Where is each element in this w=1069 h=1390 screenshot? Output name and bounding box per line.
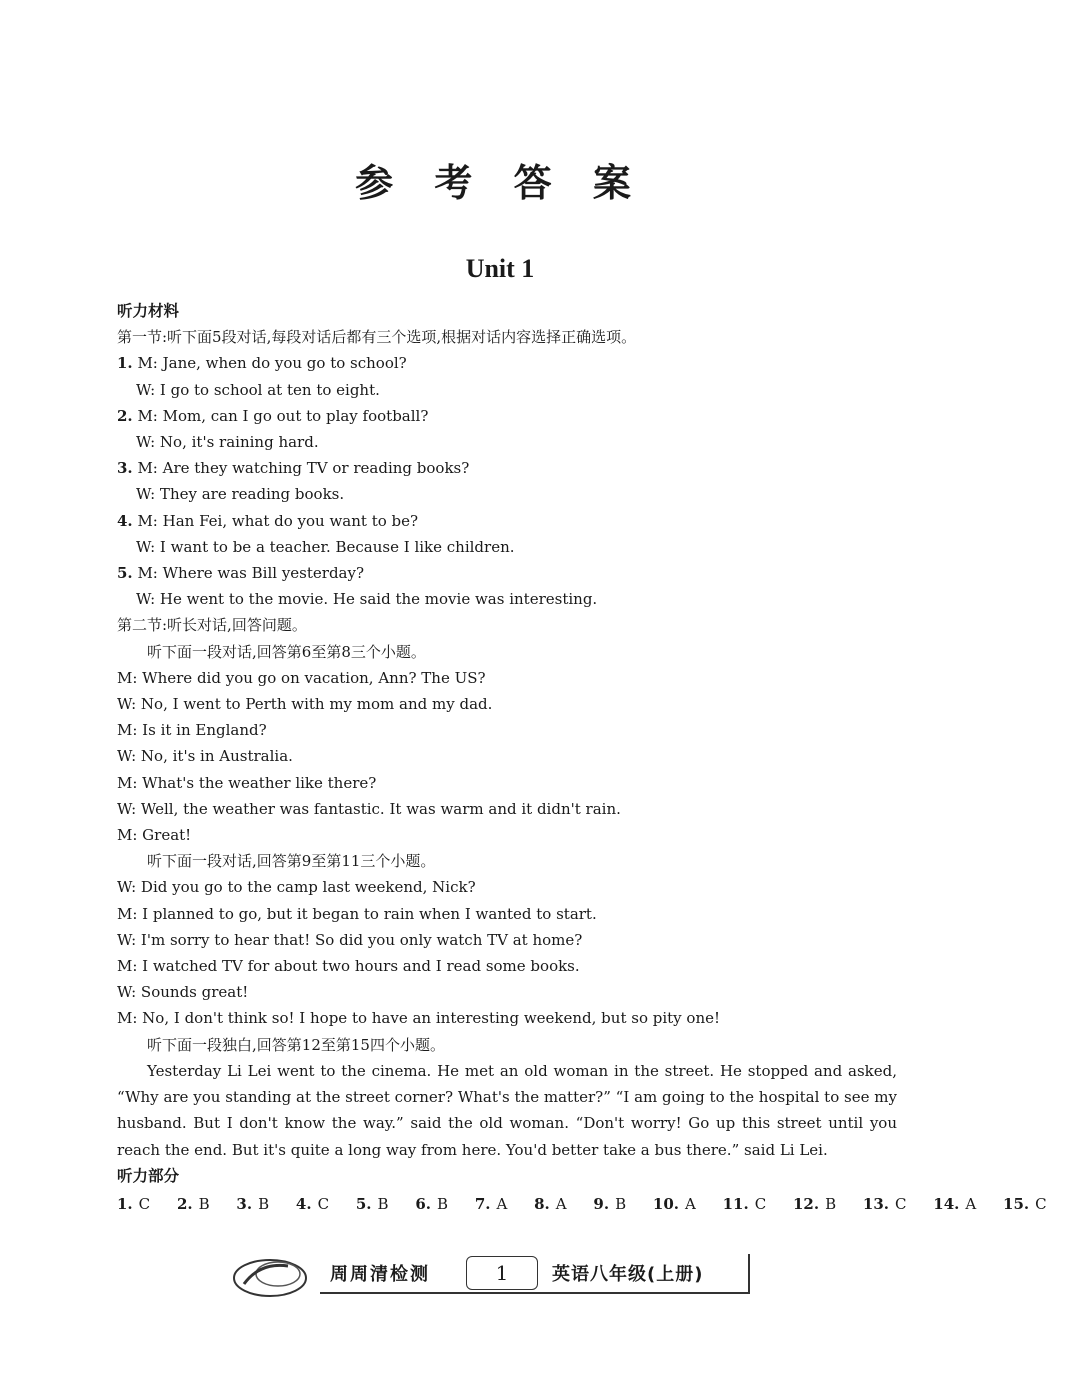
long-dialog-line: W: I'm sorry to hear that! So did you only watch TV at home? bbox=[117, 930, 583, 949]
long-dialog-1-intro: 听下面一段对话,回答第6至第8三个小题。 bbox=[147, 642, 426, 661]
short-dialog bbox=[117, 403, 897, 455]
dialog-number: 4. bbox=[117, 511, 133, 530]
answer-content bbox=[117, 298, 1047, 1217]
long-dialog-line: W: No, I went to Perth with my mom and my dad. bbox=[117, 695, 493, 714]
answer-item: 4. C bbox=[295, 1194, 330, 1213]
answer-item: 15. C bbox=[1003, 1194, 1047, 1213]
long-dialog-line: M: I watched TV for about two hours and I read some books. bbox=[117, 957, 580, 976]
brand-logo-icon bbox=[230, 1254, 310, 1300]
footer-brand: 周周清检测 bbox=[330, 1264, 430, 1285]
short-dialog bbox=[117, 508, 897, 560]
long-dialog-2-intro: 听下面一段对话,回答第9至第11三个小题。 bbox=[147, 852, 436, 871]
short-dialog bbox=[117, 350, 897, 402]
dialog-line-w: W: I want to be a teacher. Because I like children. bbox=[136, 537, 515, 556]
monologue-intro: 听下面一段独白,回答第12至第15四个小题。 bbox=[147, 1035, 445, 1054]
dialog-line-w: W: He went to the movie. He said the movie was interesting. bbox=[136, 590, 598, 609]
long-dialog-line: M: Where did you go on vacation, Ann? The US? bbox=[117, 668, 486, 687]
long-dialog-line: M: I planned to go, but it began to rain when I wanted to start. bbox=[117, 904, 597, 923]
answer-item: 8. A bbox=[534, 1194, 567, 1213]
answer-item: 1. C bbox=[117, 1194, 151, 1213]
dialog-line-m: M: Mom, can I go out to play football? bbox=[137, 406, 429, 425]
dialog-line-m: M: Where was Bill yesterday? bbox=[137, 564, 365, 583]
dialog-line-w: W: No, it's raining hard. bbox=[136, 433, 319, 452]
footer-rule bbox=[320, 1292, 750, 1294]
monologue-text: Yesterday Li Lei went to the cinema. He met an old woman in the street. He stopped and asked, “Why are you standing at the street corner? What's the matter?” “I am going to the hospital to see my husband. But I don't know the way.” said the old woman. “Don't worry! Go up this street until you reach the end. But it's quite a long way from here. You'd better take a bus there.” said Li Lei. bbox=[117, 1061, 897, 1159]
page-number: 1 bbox=[466, 1256, 538, 1290]
answer-item: 11. C bbox=[722, 1194, 767, 1213]
answer-item: 5. B bbox=[355, 1194, 389, 1213]
answer-item: 9. B bbox=[593, 1194, 627, 1213]
dialog-line-m: M: Han Fei, what do you want to be? bbox=[137, 511, 419, 530]
unit-title: Unit 1 bbox=[465, 254, 535, 283]
dialog-number: 1. bbox=[117, 354, 133, 373]
dialog-line-m: M: Jane, when do you go to school? bbox=[137, 354, 407, 373]
section2-intro: 第二节:听长对话,回答问题。 bbox=[117, 616, 307, 635]
long-dialog-line: M: Is it in England? bbox=[117, 721, 267, 740]
answer-item: 2. B bbox=[176, 1194, 210, 1213]
long-dialog-line: M: Great! bbox=[117, 826, 192, 845]
answer-item: 6. B bbox=[415, 1194, 449, 1213]
dialog-line-w: W: They are reading books. bbox=[136, 485, 345, 504]
long-dialog-line: W: No, it's in Australia. bbox=[117, 747, 293, 766]
listening-material-heading: 听力材料 bbox=[117, 302, 180, 320]
dialog-line-m: M: Are they watching TV or reading books? bbox=[137, 459, 470, 478]
page-footer bbox=[230, 1254, 750, 1300]
answer-item: 10. A bbox=[652, 1194, 696, 1213]
answer-item: 3. B bbox=[236, 1194, 270, 1213]
page-title: 参 考 答 案 bbox=[355, 161, 645, 205]
answer-item: 12. B bbox=[793, 1194, 837, 1213]
dialog-number: 5. bbox=[117, 564, 133, 583]
short-dialog bbox=[117, 455, 897, 507]
section1-intro: 第一节:听下面5段对话,每段对话后都有三个选项,根据对话内容选择正确选项。 bbox=[117, 328, 637, 347]
answers-heading: 听力部分 bbox=[117, 1166, 180, 1185]
answer-item: 14. A bbox=[933, 1194, 977, 1213]
answer-item: 13. C bbox=[862, 1194, 907, 1213]
long-dialog-line: W: Sounds great! bbox=[117, 983, 249, 1002]
long-dialog-line: W: Did you go to the camp last weekend, Nick? bbox=[117, 878, 476, 897]
short-dialog bbox=[117, 560, 897, 612]
dialog-number: 2. bbox=[117, 406, 133, 425]
footer-divider bbox=[748, 1254, 750, 1294]
answer-item: 7. A bbox=[474, 1194, 508, 1213]
long-dialog-line: W: Well, the weather was fantastic. It was warm and it didn't rain. bbox=[117, 799, 621, 818]
dialog-number: 3. bbox=[117, 459, 133, 478]
answer-list bbox=[117, 1191, 1047, 1217]
footer-book-title: 英语八年级(上册) bbox=[552, 1264, 704, 1285]
dialog-line-w: W: I go to school at ten to eight. bbox=[136, 380, 380, 399]
long-dialog-line: M: What's the weather like there? bbox=[117, 773, 377, 792]
long-dialog-line: M: No, I don't think so! I hope to have an interesting weekend, but so pity one! bbox=[117, 1009, 721, 1028]
